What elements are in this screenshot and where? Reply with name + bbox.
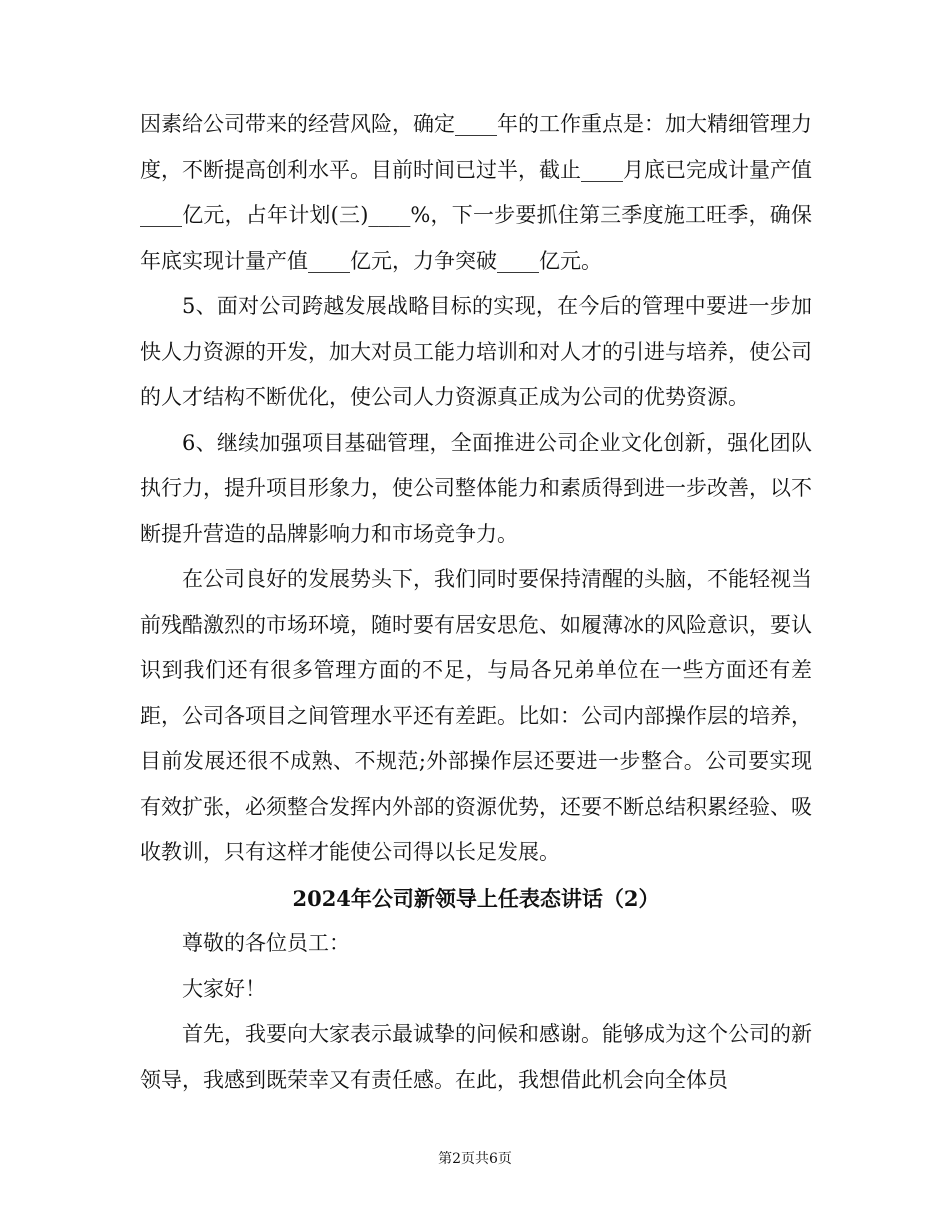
paragraph-item-5: 5、面对公司跨越发展战略目标的实现，在今后的管理中要进一步加快人力资源的开发，加大对员工能力培训和对人才的引进与培养，使公司的人才结构不断优化，使公司人力资源真正成为公司的优势资源。 <box>140 294 812 409</box>
paragraph-opening: 首先，我要向大家表示最诚挚的问候和感谢。能够成为这个公司的新领导，我感到既荣幸又有责任感。在此，我想借此机会向全体员 <box>140 1022 812 1092</box>
paragraph-summary: 在公司良好的发展势头下，我们同时要保持清醒的头脑，不能轻视当前残酷激烈的市场环境，随时要有居安思危、如履薄冰的风险意识，要认识到我们还有很多管理方面的不足，与局各兄弟单位在一些方面还有差距，公司各项目之间管理水平还有差距。比如：公司内部操作层的培养，目前发展还很不成熟、不规范;外部操作层还要进一步整合。公司要实现有效扩张，必须整合发挥内外部的资源优势，还要不断总结积累经验、吸收教训，只有这样才能使公司得以长足发展。 <box>140 567 812 864</box>
paragraph-continued: 因素给公司带来的经营风险，确定____年的工作重点是：加大精细管理力度，不断提高创利水平。目前时间已过半，截止____月底已完成计量产值____亿元，占年计划(三)____%，下一步要抓住第三季度施工旺季，确保年底实现计量产值____亿元，力争突破____亿元。 <box>140 112 812 273</box>
salutation: 尊敬的各位员工： <box>182 931 350 955</box>
document-body <box>140 102 812 1103</box>
paragraph-item-6: 6、继续加强项目基础管理，全面推进公司企业文化创新，强化团队执行力，提升项目形象力，使公司整体能力和素质得到进一步改善，以不断提升营造的品牌影响力和市场竞争力。 <box>140 430 812 546</box>
section-title: 2024年公司新领导上任表态讲话（2） <box>292 885 660 911</box>
greeting: 大家好！ <box>182 976 266 1001</box>
page-footer: 第2页共6页 <box>438 1151 512 1167</box>
